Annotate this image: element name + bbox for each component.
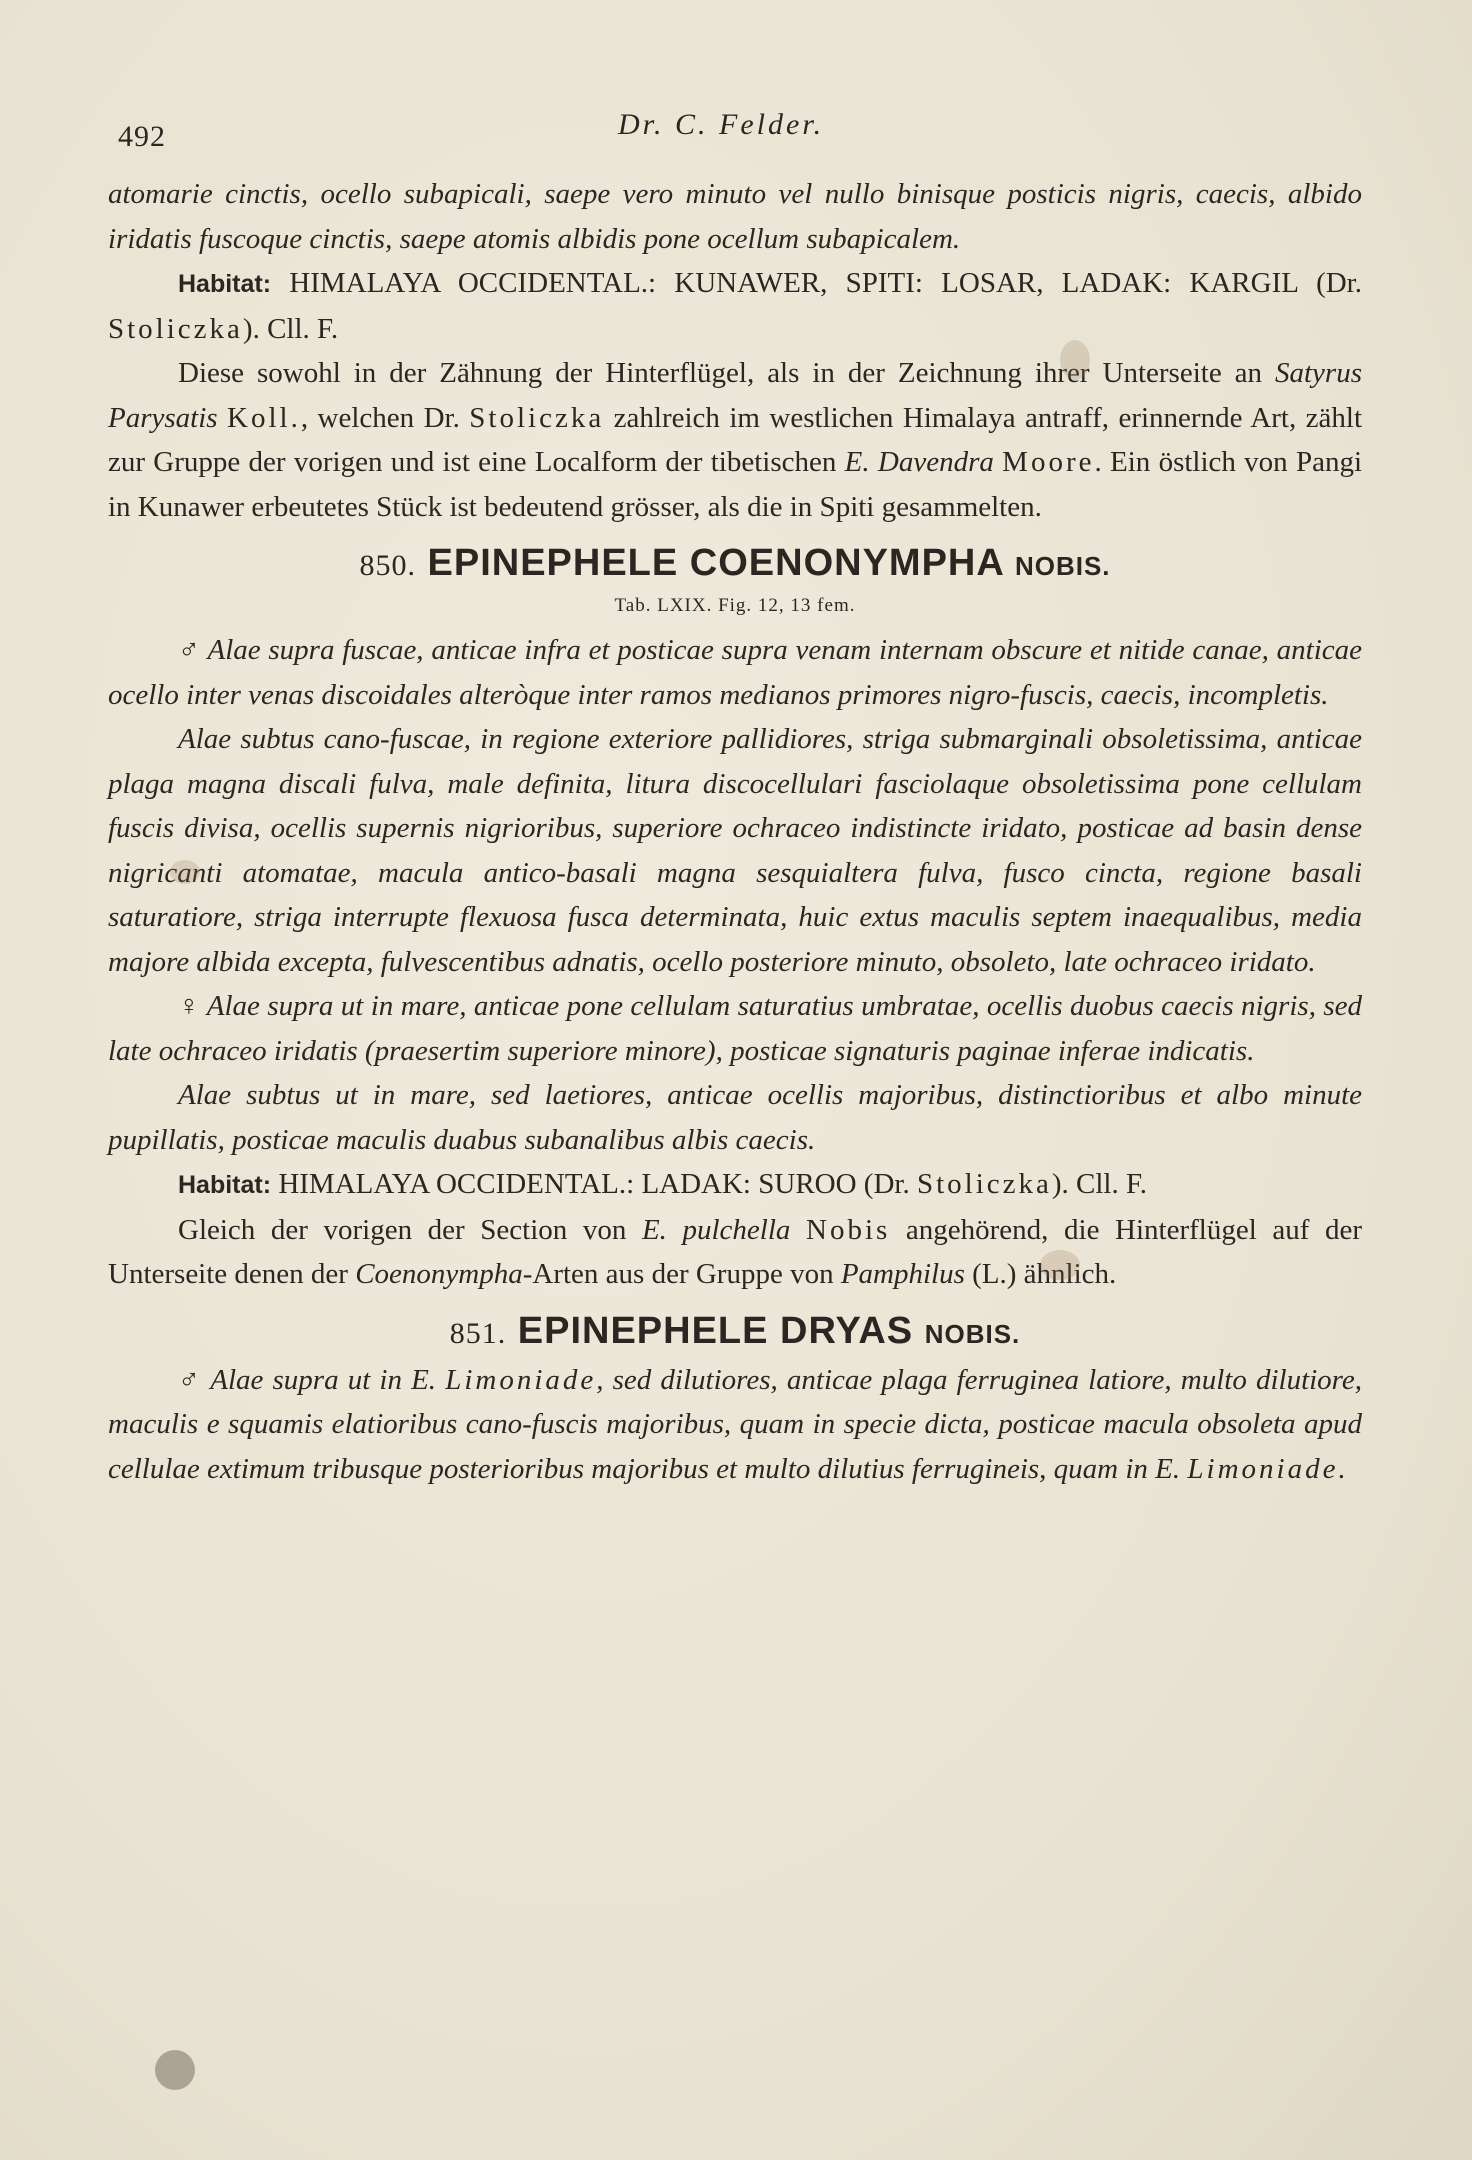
female-upper-description: [108, 984, 1362, 1073]
running-head: [108, 108, 1362, 172]
male-symbol: ♂: [178, 634, 201, 666]
remarks-paragraph-850: [108, 1208, 1362, 1297]
taxon-name: Limoniade: [1187, 1452, 1339, 1485]
species-author: NOBIS.: [1014, 551, 1111, 581]
description-text: Alae supra fuscae, anticae infra et posticae supra venam internam obscure et nitide canae, anticae ocello inter venas discoidales alteròque inter ramos medianos primores nigro-fuscis, caecis, incompletis.: [108, 634, 1362, 711]
remark-text: -Arten aus der Gruppe von: [522, 1258, 841, 1290]
remarks-paragraph: [108, 351, 1362, 529]
taxon-name: E. Davendra: [844, 446, 994, 478]
habitat-label: Habitat:: [178, 270, 272, 298]
remark-text: [218, 402, 227, 434]
species-author: NOBIS.: [924, 1318, 1021, 1349]
taxon-name: E. pulchella: [641, 1213, 791, 1246]
running-title: Dr. C. Felder.: [618, 108, 825, 141]
description-text: Alae supra ut in E.: [210, 1363, 446, 1396]
collector-name: Stoliczka: [108, 312, 243, 345]
species-number: 850.: [359, 549, 416, 582]
female-under-description: Alae subtus ut in mare, sed laetiores, anticae ocellis majoribus, distinctioribus et albo minute pupillatis, posticae maculis duabus subanalibus albis caecis.: [108, 1079, 1362, 1156]
foxing-stain: [1040, 1250, 1080, 1280]
foxing-stain: [1060, 340, 1090, 380]
habitat-label: Habitat:: [178, 1171, 272, 1199]
species-number: 851.: [449, 1316, 507, 1350]
habitat-text: HIMALAYA OCCIDENTAL.: KUNAWER, SPITI: LOSAR, LADAK: KARGIL (Dr.: [289, 267, 1362, 299]
male-under-description: Alae subtus cano-fuscae, in regione exteriore pallidiores, striga submarginali obsoletissima, anticae plaga magna discali fulva, male definita, litura discocellulari fasciolaque obsoletissima pone cellulam fuscis divisa, ocellis supernis nigrioribus, superiore ochraceo indistincte iridato, posticae ad basin dense nigricanti atomatae, macula antico-basali magna sesquialtera fulva, fusco cincta, regione basali saturatiore, striga interrupte flexuosa fusca determinata, huic extus maculis septem inaequalibus, media majore albida excepta, fulvescentibus adnatis, ocello posteriore minuto, obsoleto, late ochraceo iridato.: [108, 723, 1362, 978]
species-heading-851: [108, 1307, 1362, 1358]
taxon-name: Pamphilus: [840, 1258, 965, 1290]
remark-text: (L.) ähnlich.: [964, 1258, 1117, 1290]
species-name: EPINEPHELE DRYAS: [517, 1309, 914, 1352]
female-symbol: ♀: [178, 990, 200, 1022]
foxing-stain: [170, 860, 200, 884]
author-name: Nobis: [806, 1213, 891, 1246]
species-name: EPINEPHELE COENONYMPHA: [427, 542, 1004, 584]
page-number: 492: [118, 120, 166, 153]
remark-text: . Ein östlich von Pangi in Kunawer erbeutetes Stück ist bedeutend grösser, als die in Spiti gesammelten.: [108, 446, 1363, 523]
remark-text: Diese sowohl in der Zähnung der Hinterflügel, als in der Zeichnung ihrer Unterseite an: [178, 357, 1275, 389]
plate-reference: Tab. LXIX. Fig. 12, 13 fem.: [614, 595, 856, 616]
taxon-name: Coenonympha: [355, 1258, 523, 1290]
author-name: Koll.: [227, 401, 301, 434]
collector-name: Stoliczka: [916, 1168, 1052, 1200]
habitat-paragraph: [108, 261, 1362, 351]
taxon-name: Satyrus Parysatis: [108, 357, 1362, 434]
remark-text: [790, 1214, 806, 1246]
remark-text: zahlreich im westlichen Himalaya antraff, erinnernde Art, zählt zur Gruppe der vorigen und ist eine Localform der tibetischen: [108, 401, 1363, 478]
male-symbol: ♂: [178, 1363, 202, 1396]
male-description-851: [108, 1358, 1362, 1492]
habitat-text-end: ). Cll. F.: [1051, 1168, 1148, 1200]
species-heading-850: [108, 539, 1362, 590]
collector-name: Stoliczka: [469, 401, 605, 434]
habitat-text-end: ). Cll. F.: [242, 312, 339, 345]
description-text: , sed dilutiores, anticae plaga ferruginea latiore, multo dilutiore, maculis e squamis elatioribus cano-fuscis majoribus, quam in specie dicta, posticae macula obsoleta apud cellulae extimum tribusque posterioribus majoribus et multo dilutius ferrugineis, quam in E.: [108, 1363, 1363, 1485]
remark-text: Gleich der vorigen der Section von: [178, 1213, 642, 1246]
description-text: .: [1338, 1452, 1346, 1485]
habitat-paragraph-850: [108, 1162, 1362, 1208]
remark-text: angehörend, die Hinterflügel auf der Unterseite denen der: [108, 1213, 1362, 1290]
male-upper-description: [108, 628, 1362, 717]
continuation-paragraph: atomarie cinctis, ocello subapicali, saepe vero minuto vel nullo binisque posticis nigris, caecis, albido iridatis fuscoque cinctis, saepe atomis albidis pone ocellum subapicalem.: [108, 178, 1362, 255]
author-name: Moore: [1002, 446, 1095, 478]
remark-text: [994, 446, 1002, 478]
remark-text: , welchen Dr.: [300, 401, 470, 434]
taxon-name: Limoniade: [445, 1363, 597, 1396]
description-text: Alae supra ut in mare, anticae pone cellulam saturatius umbratae, ocellis duobus caecis nigris, sed late ochraceo iridatis (praesertim superiore minore), posticae signaturis paginae inferae indicatis.: [108, 990, 1362, 1067]
habitat-text: HIMALAYA OCCIDENTAL.: LADAK: SUROO (Dr.: [278, 1168, 917, 1200]
foxing-stain: [155, 2050, 195, 2090]
